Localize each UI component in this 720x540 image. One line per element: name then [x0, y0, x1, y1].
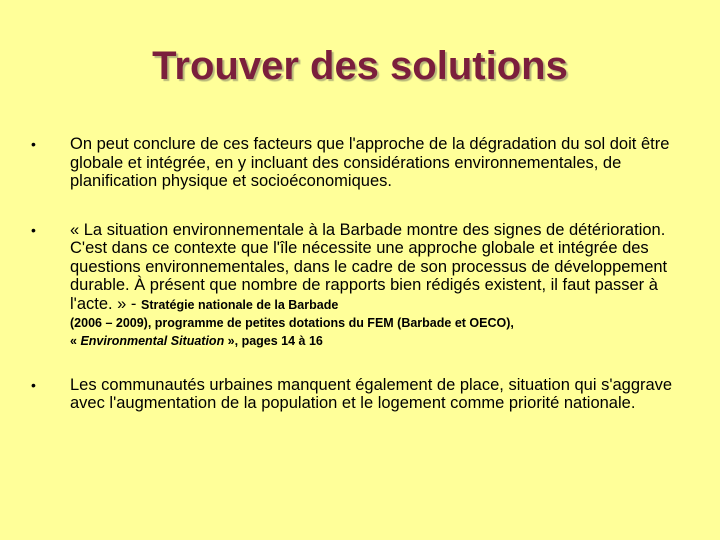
- bullet-text: Les communautés urbaines manquent également de place, situation qui s'aggrave avec l'augmentation de la population et le logement comme priorité nationale.: [70, 375, 673, 412]
- source-publication: Environmental Situation: [80, 333, 225, 348]
- bullet-marker: •: [31, 221, 36, 238]
- bullet-item-1: [0, 135, 675, 191]
- source-pages: », pages 14 à 16: [224, 333, 323, 348]
- bullet-item-3: [0, 376, 675, 413]
- bullet-item-2: [0, 221, 675, 350]
- source-citation: [70, 314, 675, 350]
- bullet-marker: •: [31, 376, 36, 393]
- bullet-marker: •: [31, 136, 36, 152]
- quote-text: « La situation environnementale à la Barbade montre des signes de détérioration. C'est dans ce contexte que l'île nécessite une approche globale et intégrée des questions environnementales, dans le cadre de son processus de développement durable. À présent que nombre de rapports bien rédigés existent, il faut passer à l'acte. » -: [70, 220, 668, 313]
- source-details: (2006 – 2009), programme de petites dotations du FEM (Barbade et OECO),: [70, 315, 514, 330]
- slide-title: Trouver des solutions: [152, 44, 568, 88]
- bullet-list: [0, 135, 720, 413]
- source-title: Stratégie nationale de la Barbade: [141, 297, 339, 312]
- bullet-text: On peut conclure de ces facteurs que l'approche de la dégradation du sol doit être globale et intégrée, en y incluant des considérations environnementales, de planification physique et socioéconomiques.: [70, 135, 670, 190]
- source-open-quote: «: [70, 333, 81, 348]
